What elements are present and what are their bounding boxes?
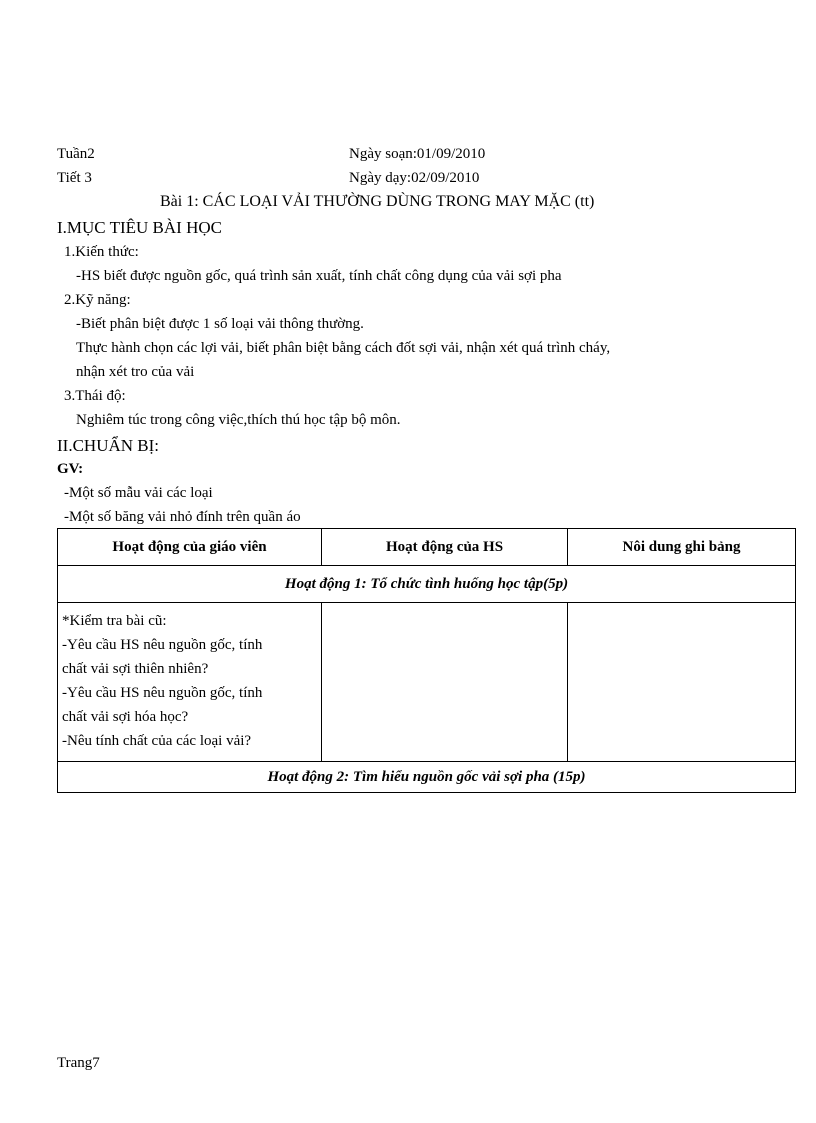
period-label: Tiết 3 xyxy=(57,170,92,186)
col-header-board: Nôi dung ghi bảng xyxy=(568,529,796,566)
col-header-student: Hoạt động của HS xyxy=(322,529,568,566)
week-label: Tuần2 xyxy=(57,146,95,162)
teacher-line: -Nêu tính chất của các loại vải? xyxy=(62,733,252,749)
attitude-heading: 3.Thái độ: xyxy=(64,388,126,404)
attitude-text: Nghiêm túc trong công việc,thích thú học tập bộ môn. xyxy=(76,412,401,428)
preparation-heading: II.CHUẨN BỊ: xyxy=(57,436,159,455)
activity-2-title: Hoạt động 2: Tìm hiểu nguồn gốc vải sợi pha (15p) xyxy=(58,762,796,793)
skills-heading: 2.Kỹ năng: xyxy=(64,292,131,308)
lesson-plan-table xyxy=(57,528,796,793)
board-content-cell xyxy=(568,603,796,762)
col-header-teacher: Hoạt động của giáo viên xyxy=(58,529,322,566)
knowledge-text: -HS biết được nguồn gốc, quá trình sản xuất, tính chất công dụng của vải sợi pha xyxy=(76,268,562,284)
student-activity-cell xyxy=(322,603,568,762)
skills-line-1: -Biết phân biệt được 1 số loại vải thông thường. xyxy=(76,316,364,332)
table-row xyxy=(58,603,796,762)
prep-date: Ngày soạn:01/09/2010 xyxy=(349,146,486,162)
teacher-line: chất vải sợi hóa học? xyxy=(62,709,189,725)
gv-label: GV: xyxy=(57,461,84,477)
objectives-heading: I.MỤC TIÊU BÀI HỌC xyxy=(57,218,222,237)
prep-item-2: -Một số băng vải nhỏ đính trên quần áo xyxy=(64,509,301,525)
page-number: Trang7 xyxy=(57,1055,100,1071)
lesson-title: Bài 1: CÁC LOẠI VẢI THƯỜNG DÙNG TRONG MAY MẶC (tt) xyxy=(160,193,595,210)
prep-item-1: -Một số mẫu vải các loại xyxy=(64,485,213,501)
teacher-line: -Yêu cầu HS nêu nguồn gốc, tính xyxy=(62,637,263,653)
teacher-line: chất vải sợi thiên nhiên? xyxy=(62,661,209,677)
skills-line-2: Thực hành chọn các lợi vải, biết phân biệt bằng cách đốt sợi vải, nhận xét quá trình cháy, xyxy=(76,340,611,356)
knowledge-heading: 1.Kiến thức: xyxy=(64,244,139,260)
table-header-row xyxy=(58,529,796,566)
activity-1-title: Hoạt động 1: Tổ chức tình huống học tập(5p) xyxy=(58,566,796,603)
skills-line-3: nhận xét tro của vải xyxy=(76,364,195,380)
teacher-line: -Yêu cầu HS nêu nguồn gốc, tính xyxy=(62,685,263,701)
teach-date: Ngày dạy:02/09/2010 xyxy=(349,170,480,186)
teacher-activity-cell xyxy=(58,603,322,762)
activity-row-2 xyxy=(58,762,796,793)
teacher-line: *Kiểm tra bài cũ: xyxy=(62,613,167,629)
activity-row-1 xyxy=(58,566,796,603)
